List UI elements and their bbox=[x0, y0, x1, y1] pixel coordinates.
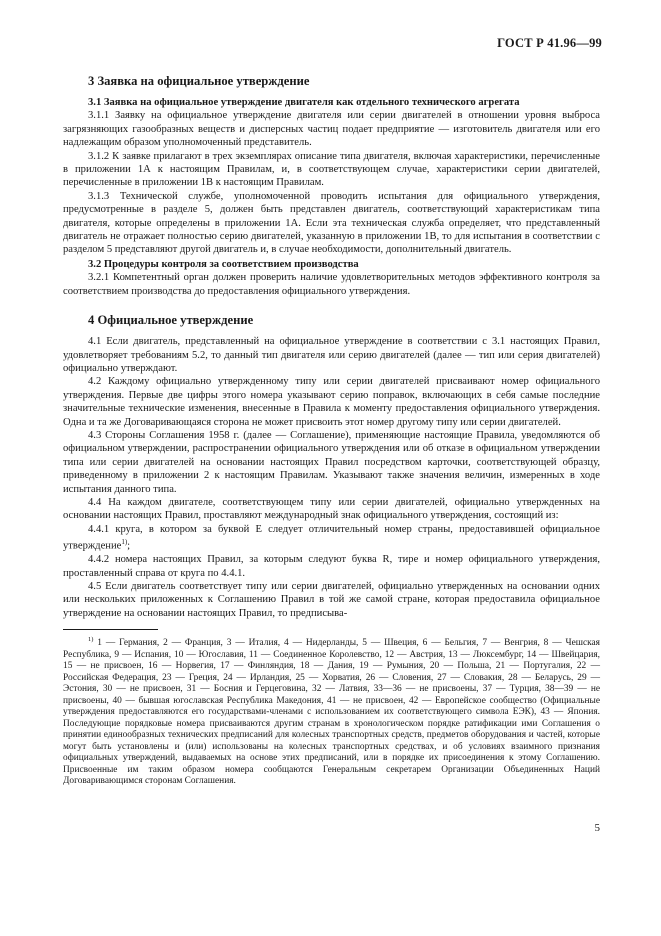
paragraph-4-4-1-end: ; bbox=[127, 540, 131, 552]
paragraph-3-1-2: 3.1.2 К заявке прилагают в трех экземплярах описание типа двигателя, включая характеристики, перечисленные в приложении 1А к настоящим Правилам, и, в соответствующем случае, характеристики серии двигателей, перечисленные в приложении 1В к настоящим Правилам. bbox=[63, 150, 600, 189]
footnote-text: 1 — Германия, 2 — Франция, 3 — Италия, 4 — Нидерланды, 5 — Швеция, 6 — Бельгия, 7 — Венгрия, 8 — Чешская Республика, 9 — Испания, 10 — Югославия, 11 — Соединенное Королевство, 12 — Австрия, 13 — Люксембург, 14 — Швейцария, 15 — не присвоен, 16 — Норвегия, 17 — Финляндия, 18 — Дания, 19 — Румыния, 20 — Польша, 21 — Португалия, 22 — Российская Федерация, 23 — Греция, 24 — Ирландия, 25 — Хорватия, 26 — Словения, 27 — Словакия, 28 — Беларусь, 29 — Эстония, 30 — не присвоен, 31 — Босния и Герцеговина, 32 — Латвия, 33—36 — не присвоены, 37 — Турция, 38—39 — не присвоены, 40 — бывшая югославская Республика Македония, 41 — не присвоен, 42 — Европейское сообщество (Официальные утверждения предоставляются его государствами-членами с использованием их соответствующего символа ЕЭК), 43 — Япония. Последующие порядковые номера присваиваются другим странам в хронологическом порядке ратификации ими Соглашения о принятии единообразных технических предписаний для колесных транспортных средств, предметов оборудования и частей, которые могут быть установлены и (или) использованы на колесных транспортных средствах, и об условиях взаимного признания официальных утверждений, выдаваемых на основе этих предписаний, или в порядке их присоединения к этому Соглашению. Присвоенные им таким образом номера сообщаются Генеральным секретарем Организации Объединенных Наций Договаривающимся сторонам Соглашения. bbox=[63, 638, 600, 787]
paragraph-3-2-1: 3.2.1 Компетентный орган должен проверить наличие удовлетворительных методов эффективного контроля за соответствием производства до предоставления официального утверждения. bbox=[63, 272, 600, 297]
subsection-3-1-heading: 3.1 Заявка на официальное утверждение двигателя как отдельного технического агрегата bbox=[88, 97, 520, 108]
footnote-reference: 1) bbox=[121, 538, 128, 547]
document-code-header: ГОСТ Р 41.96—99 bbox=[497, 36, 602, 50]
footnote-marker: 1) bbox=[88, 636, 94, 644]
paragraph-4-4-2: 4.4.2 номера настоящих Правил, за которым следуют буква R, тире и номер официального утверждения, проставленный справа от круга по 4.4.1. bbox=[63, 554, 600, 579]
paragraph-4-4-1-text: 4.4.1 круга, в котором за буквой Е следует отличительный номер страны, предоставившей официальное утверждение bbox=[63, 523, 600, 552]
section-4-heading: 4 Официальное утверждение bbox=[88, 313, 254, 328]
page-content bbox=[63, 66, 600, 788]
footnote-separator bbox=[63, 629, 158, 630]
footnote bbox=[63, 634, 600, 788]
paragraph-4-1: 4.1 Если двигатель, представленный на официальное утверждение в соответствии с 3.1 настоящих Правил, удовлетворяет требованиям 5.2, то данный тип двигателя или серию двигателей (далее — тип или серия двигателей) официально утверждают. bbox=[63, 336, 600, 374]
subsection-3-2-heading: 3.2 Процедуры контроля за соответствием производства bbox=[88, 258, 359, 270]
paragraph-4-4-1 bbox=[63, 523, 600, 553]
paragraph-3-1-1: 3.1.1 Заявку на официальное утверждение двигателя или серии двигателей в отношении уровня выброса загрязняющих газообразных веществ и дисперсных частиц подает предприятие — изготовитель двигателя или его надлежащим образом уполномоченный представитель. bbox=[63, 110, 600, 149]
page-number: 5 bbox=[594, 822, 600, 834]
section-3-heading: 3 Заявка на официальное утверждение bbox=[88, 74, 310, 88]
paragraph-4-5: 4.5 Если двигатель соответствует типу или серии двигателей, официально утвержденных на основании одних или нескольких приложенных к Соглашению Правил в той же самой стране, которая предоставила официальное утверждение на основании настоящих Правил, то предписыва- bbox=[63, 580, 600, 619]
paragraph-4-4: 4.4 На каждом двигателе, соответствующем типу или серии двигателей, официально утвержденных на основании настоящих Правил, проставляют международный знак официального утверждения, состоящий из: bbox=[63, 496, 600, 522]
paragraph-4-2: 4.2 Каждому официально утвержденному типу или серии двигателей присваивают номер официального утверждения. Первые две цифры этого номера указывают серию поправок, включающих в себя самые последние значительные технические изменения, внесенные в Правила к моменту предоставления официального утверждения. Одна и та же Договаривающаяся сторона не может присвоить этот номер другому типу или серии двигателей. bbox=[63, 376, 600, 428]
paragraph-4-3: 4.3 Стороны Соглашения 1958 г. (далее — Соглашение), применяющие настоящие Правила, уведомляются об официальном утверждении, распространении официального утверждения или об отказе в официальном утверждении типа или серии двигателей на основании настоящих Правил посредством карточки, соответствующей образцу, приведенному в приложении 2 к настоящим Правилам. Указывают также значения величин, измеренных в ходе испытания данного типа. bbox=[63, 429, 600, 495]
paragraph-3-1-3: 3.1.3 Технической службе, уполномоченной проводить испытания для официального утверждения, предусмотренные в разделе 5, должен быть представлен двигатель, соответствующий характеристикам типа двигателя, которые определены в приложении 1А. Если эта техническая служба определяет, что представленный двигатель не отражает полностью серию двигателей, указанную в приложении 1В, то для испытания в соответствии с разделом 5 представляют другой двигатель и, в случае необходимости, дополнительный двигатель. bbox=[63, 190, 600, 256]
